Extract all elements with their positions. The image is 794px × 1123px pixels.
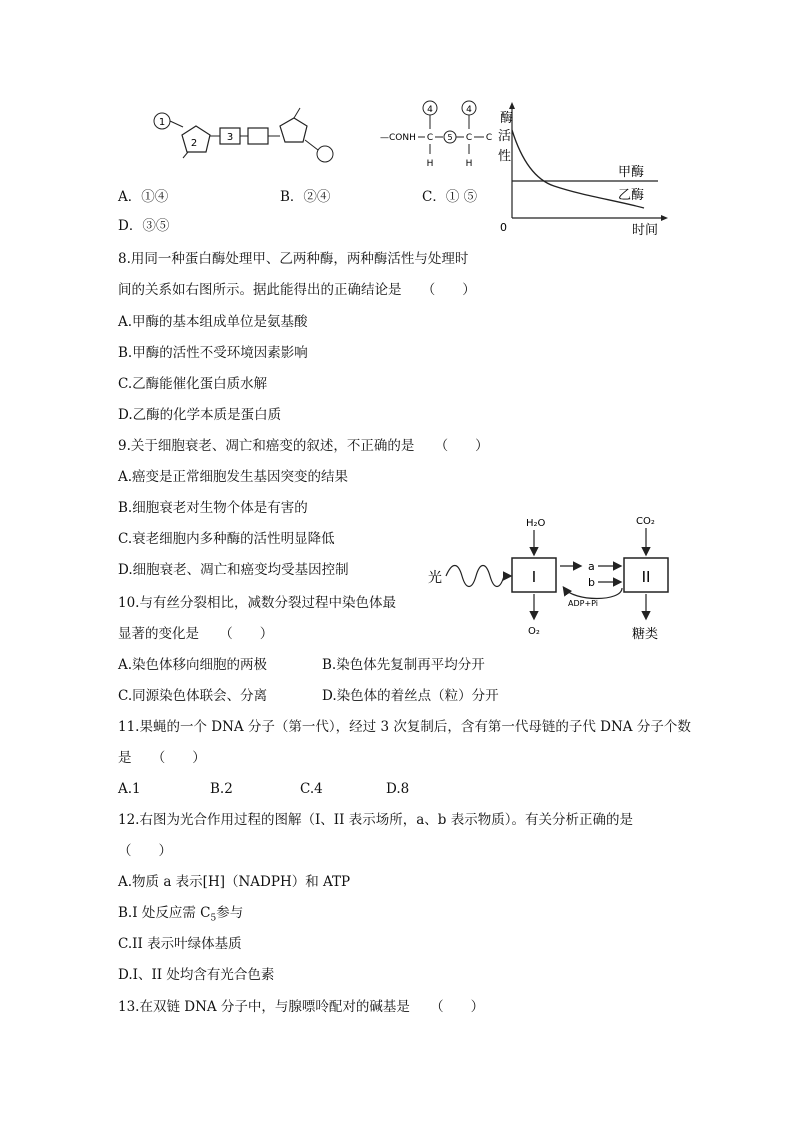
series-yi-label: 乙酶 bbox=[618, 188, 645, 203]
q7-option-d: D．③⑤ bbox=[118, 218, 170, 234]
q9-option-d: D.细胞衰老、凋亡和癌变均受基因控制 bbox=[118, 562, 349, 578]
h-2: H bbox=[465, 159, 473, 169]
adp-pi-label: ADP+Pi bbox=[568, 599, 599, 608]
molecule-figure bbox=[148, 100, 348, 180]
q12-option-b bbox=[118, 904, 243, 928]
square-base-2 bbox=[248, 128, 268, 144]
q10-option-c: C.同源染色体联会、分离 bbox=[118, 688, 268, 704]
substance-a-label: a bbox=[588, 560, 595, 573]
q11-stem-1: 11.果蝇的一个 DNA 分子（第一代），经过 3 次复制后，含有第一代母链的子代 DNA 分子个数 bbox=[118, 719, 691, 735]
tail-carbon: C bbox=[485, 133, 493, 143]
carbon-1: C bbox=[426, 133, 434, 143]
y-axis-label-3: 性 bbox=[498, 149, 512, 164]
circle-1-label: 1 bbox=[158, 117, 166, 128]
substance-b-label: b bbox=[588, 576, 595, 589]
co2-label: CO₂ bbox=[636, 516, 655, 527]
q8-stem-1: 8.用同一种蛋白酶处理甲、乙两种酶，两种酶活性与处理时 bbox=[118, 251, 469, 267]
q8-option-a: A.甲酶的基本组成单位是氨基酸 bbox=[118, 314, 308, 330]
q12-option-d: D.I、II 处均含有光合色素 bbox=[118, 967, 275, 983]
q10-stem-1: 10.与有丝分裂相比，减数分裂过程中染色体最 bbox=[118, 595, 396, 611]
q12-stem-2: （ ） bbox=[118, 843, 172, 859]
q12-option-c: C.II 表示叶绿体基质 bbox=[118, 936, 242, 952]
o2-label: O₂ bbox=[528, 626, 540, 637]
h-1: H bbox=[426, 159, 434, 169]
q9-option-c: C.衰老细胞内多种酶的活性明显降低 bbox=[118, 531, 335, 547]
square-label-3: 3 bbox=[226, 132, 234, 143]
circle-4a: 4 bbox=[427, 105, 433, 115]
origin-label: 0 bbox=[500, 221, 507, 234]
q10-stem-2: 显著的变化是 （ ） bbox=[118, 626, 274, 642]
pentagon-label-2: 2 bbox=[190, 138, 198, 149]
site-1-label: I bbox=[531, 568, 537, 586]
x-axis-label: 时间 bbox=[632, 223, 659, 238]
q7-option-a: A．①④ bbox=[118, 189, 169, 205]
q9-option-b: B.细胞衰老对生物个体是有害的 bbox=[118, 500, 308, 516]
q10-option-d: D.染色体的着丝点（粒）分开 bbox=[322, 688, 499, 704]
q8-option-d: D.乙酶的化学本质是蛋白质 bbox=[118, 407, 282, 423]
q9-stem: 9.关于细胞衰老、凋亡和癌变的叙述，不正确的是 （ ） bbox=[118, 438, 489, 454]
q9-option-a: A.癌变是正常细胞发生基因突变的结果 bbox=[118, 469, 349, 485]
q12-option-b-sub: 5 bbox=[210, 913, 217, 924]
series-jia-label: 甲酶 bbox=[618, 165, 645, 180]
q12-stem-1: 12.右图为光合作用过程的图解（I、II 表示场所，a、b 表示物质）。有关分析正确的是 bbox=[118, 812, 633, 828]
light-label: 光 bbox=[428, 570, 442, 586]
q11-option-a: A.1 bbox=[118, 781, 141, 797]
y-axis-label-1: 酶 bbox=[500, 111, 514, 126]
photosynthesis-diagram bbox=[424, 510, 684, 646]
conh-group: —CONH bbox=[380, 133, 416, 143]
site-2-label: II bbox=[641, 568, 651, 586]
y-axis-label-2: 活 bbox=[498, 129, 512, 144]
carbon-2: C bbox=[465, 133, 473, 143]
light-wave bbox=[446, 566, 510, 587]
phosphate-circle bbox=[317, 146, 333, 162]
q12-option-b-suffix: 参与 bbox=[216, 905, 244, 921]
q7-option-c: C．① ⑤ bbox=[422, 189, 478, 205]
q7-option-b: B．②④ bbox=[280, 189, 331, 205]
water-label: H₂O bbox=[526, 518, 546, 529]
q10-option-b: B.染色体先复制再平均分开 bbox=[322, 657, 485, 673]
circle-5: 5 bbox=[447, 133, 453, 142]
q11-option-c: C.4 bbox=[300, 781, 323, 797]
q13-stem: 13.在双链 DNA 分子中，与腺嘌呤配对的碱基是 （ ） bbox=[118, 999, 485, 1015]
peptide-figure bbox=[378, 96, 498, 176]
circle-4b: 4 bbox=[466, 105, 472, 115]
q11-option-d: D.8 bbox=[386, 781, 410, 797]
q10-option-a: A.染色体移向细胞的两极 bbox=[118, 657, 268, 673]
q8-stem-2: 间的关系如右图所示。据此能得出的正确结论是 （ ） bbox=[118, 282, 476, 298]
q8-option-c: C.乙酶能催化蛋白质水解 bbox=[118, 376, 268, 392]
q12-option-a: A.物质 a 表示[H]（NADPH）和 ATP bbox=[118, 874, 351, 890]
q11-stem-2: 是 （ ） bbox=[118, 750, 206, 766]
sugar-label: 糖类 bbox=[632, 627, 659, 642]
pentagon-sugar-2 bbox=[280, 118, 307, 142]
enzyme-activity-chart bbox=[494, 100, 674, 240]
q11-option-b: B.2 bbox=[210, 781, 233, 797]
q8-option-b: B.甲酶的活性不受环境因素影响 bbox=[118, 345, 308, 361]
q12-option-b-prefix: B.I 处反应需 C bbox=[118, 905, 211, 921]
